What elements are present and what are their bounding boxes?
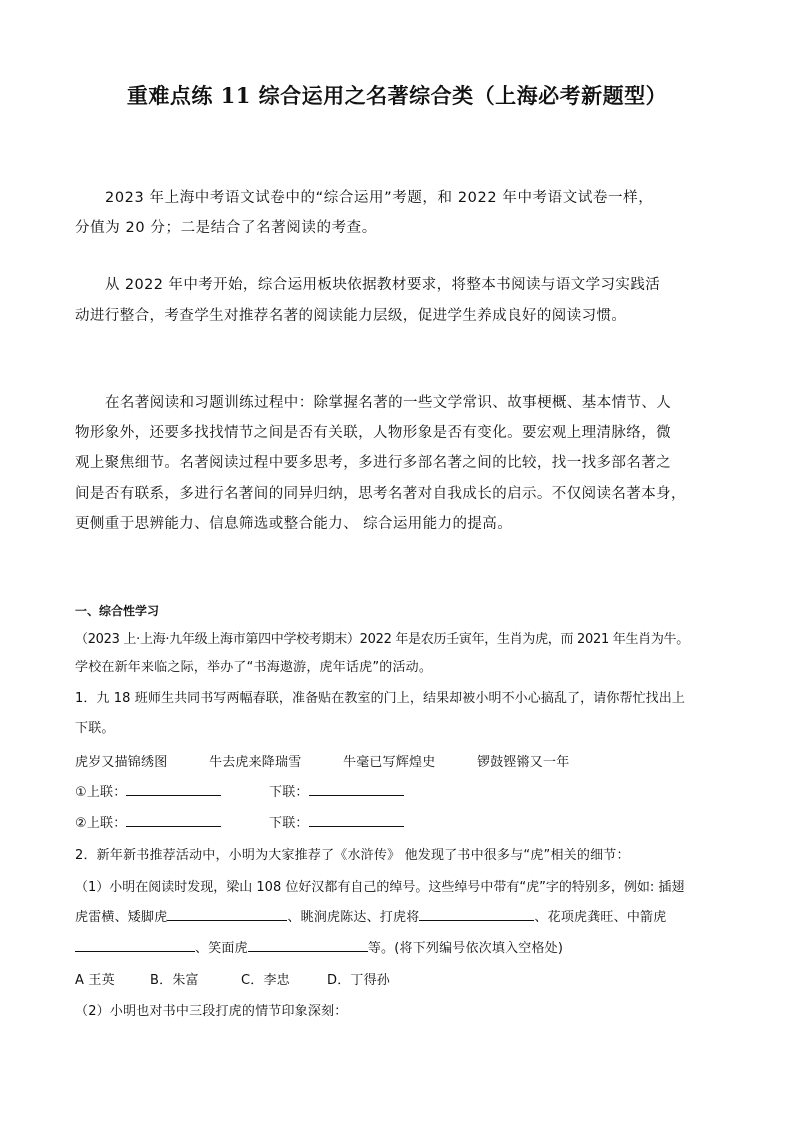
intro-paragraph-3-line-4: 间是否有联系，多进行名著间的同异归纳，思考名著对自我成长的启示。不仅阅读名著本身， xyxy=(75,486,686,502)
choice-d: D．丁得孙 xyxy=(327,973,391,988)
intro-paragraph-3-line-5: 更侧重于思辨能力、信息筛选或整合能力、 综合运用能力的提高。 xyxy=(75,516,513,532)
question-1-line-1: 1．九 18 班师生共同书写两幅春联，准备贴在教室的门上，结果却被小明不小心搞乱了，请你帮忙找出上 xyxy=(75,691,685,706)
question-1-line-2: 下联。 xyxy=(75,721,115,736)
intro-paragraph-2-line-1: 从 2022 年中考开始，综合运用板块依据教材要求，将整本书阅读与语文学习实践活 xyxy=(105,277,661,293)
upper-couplet-blank-2[interactable] xyxy=(126,812,221,827)
upper-couplet-label: ②上联： xyxy=(75,816,127,831)
question-2-sub-1-line-1: （1）小明在阅读时发现，梁山 108 位好汉都有自己的绰号。这些绰号中带有“虎”字的特别多，例如: 插翅 xyxy=(75,880,685,895)
intro-paragraph-3-line-2: 物形象外，还要多找找情节之间是否有关联，人物形象是否有变化。要宏观上理清脉络，微 xyxy=(75,425,671,441)
answer-row-1-lower xyxy=(269,781,404,800)
page-title: 重难点练 11 综合运用之名著综合类（上海必考新题型） xyxy=(126,83,668,108)
lower-couplet-blank-1[interactable] xyxy=(309,781,404,796)
intro-paragraph-1-line-1: 2023 年上海中考语文试卷中的“综合运用”考题，和 2022 年中考语文试卷一样， xyxy=(105,190,654,206)
choice-c: C．李忠 xyxy=(241,973,290,988)
lower-couplet-label: 下联： xyxy=(269,785,309,800)
choice-b: B．朱富 xyxy=(150,973,199,988)
nickname-text-4: 、笑面虎 xyxy=(195,941,248,956)
couplet-option-3: 牛毫已写辉煌史 xyxy=(343,755,436,770)
upper-couplet-blank-1[interactable] xyxy=(126,781,221,796)
intro-paragraph-1-line-2: 分值为 20 分；二是结合了名著阅读的考查。 xyxy=(75,220,377,236)
question-2-line-1: 2．新年新书推荐活动中，小明为大家推荐了《水浒传》 他发现了书中很多与“虎”相关的细节： xyxy=(75,848,630,863)
nickname-text-3: 、花项虎龚旺、中箭虎 xyxy=(534,910,667,925)
couplet-option-1: 虎岁又描锦绣图 xyxy=(75,755,168,770)
nickname-blank-1[interactable] xyxy=(167,906,287,921)
lower-couplet-label: 下联： xyxy=(269,816,309,831)
answer-row-2 xyxy=(75,812,221,831)
upper-couplet-label: ①上联： xyxy=(75,785,127,800)
question-source: （2023 上·上海·九年级上海市第四中学校考期末）2022 年是农历壬寅年，生肖为虎，而 2021 年生肖为牛。 xyxy=(75,632,689,647)
question-2-sub-1-line-2 xyxy=(75,906,666,925)
choice-a: A 王英 xyxy=(75,973,115,988)
answer-row-1 xyxy=(75,781,221,800)
question-2-sub-1-line-3 xyxy=(75,937,563,956)
answer-row-2-lower xyxy=(269,812,404,831)
question-2-sub-2: （2）小明也对书中三段打虎的情节印象深刻： xyxy=(75,1004,348,1019)
couplet-option-4: 锣鼓铿锵又一年 xyxy=(477,755,570,770)
nickname-text-1: 虎雷横、矮脚虎 xyxy=(75,910,168,925)
intro-paragraph-3-line-3: 观上聚焦细节。名著阅读过程中要多思考，多进行多部名著之间的比较，找一找多部名著之 xyxy=(75,455,671,471)
intro-paragraph-3-line-1: 在名著阅读和习题训练过程中：除掌握名著的一些文学常识、故事梗概、基本情节、人 xyxy=(105,395,672,411)
section-heading: 一、综合性学习 xyxy=(75,604,160,618)
couplet-option-2: 牛去虎来降瑞雪 xyxy=(209,755,302,770)
lower-couplet-blank-2[interactable] xyxy=(309,812,404,827)
intro-paragraph-2-line-2: 动进行整合，考查学生对推荐名著的阅读能力层级，促进学生养成良好的阅读习惯。 xyxy=(75,308,627,324)
nickname-blank-4[interactable] xyxy=(248,937,368,952)
nickname-text-2: 、眺涧虎陈达、打虎将 xyxy=(287,910,420,925)
question-context: 学校在新年来临之际，举办了“书海遨游，虎年话虎”的活动。 xyxy=(75,660,433,675)
nickname-text-5: 等。(将下列编号依次填入空格处) xyxy=(367,941,564,956)
nickname-blank-2[interactable] xyxy=(419,906,534,921)
nickname-blank-3[interactable] xyxy=(75,937,195,952)
